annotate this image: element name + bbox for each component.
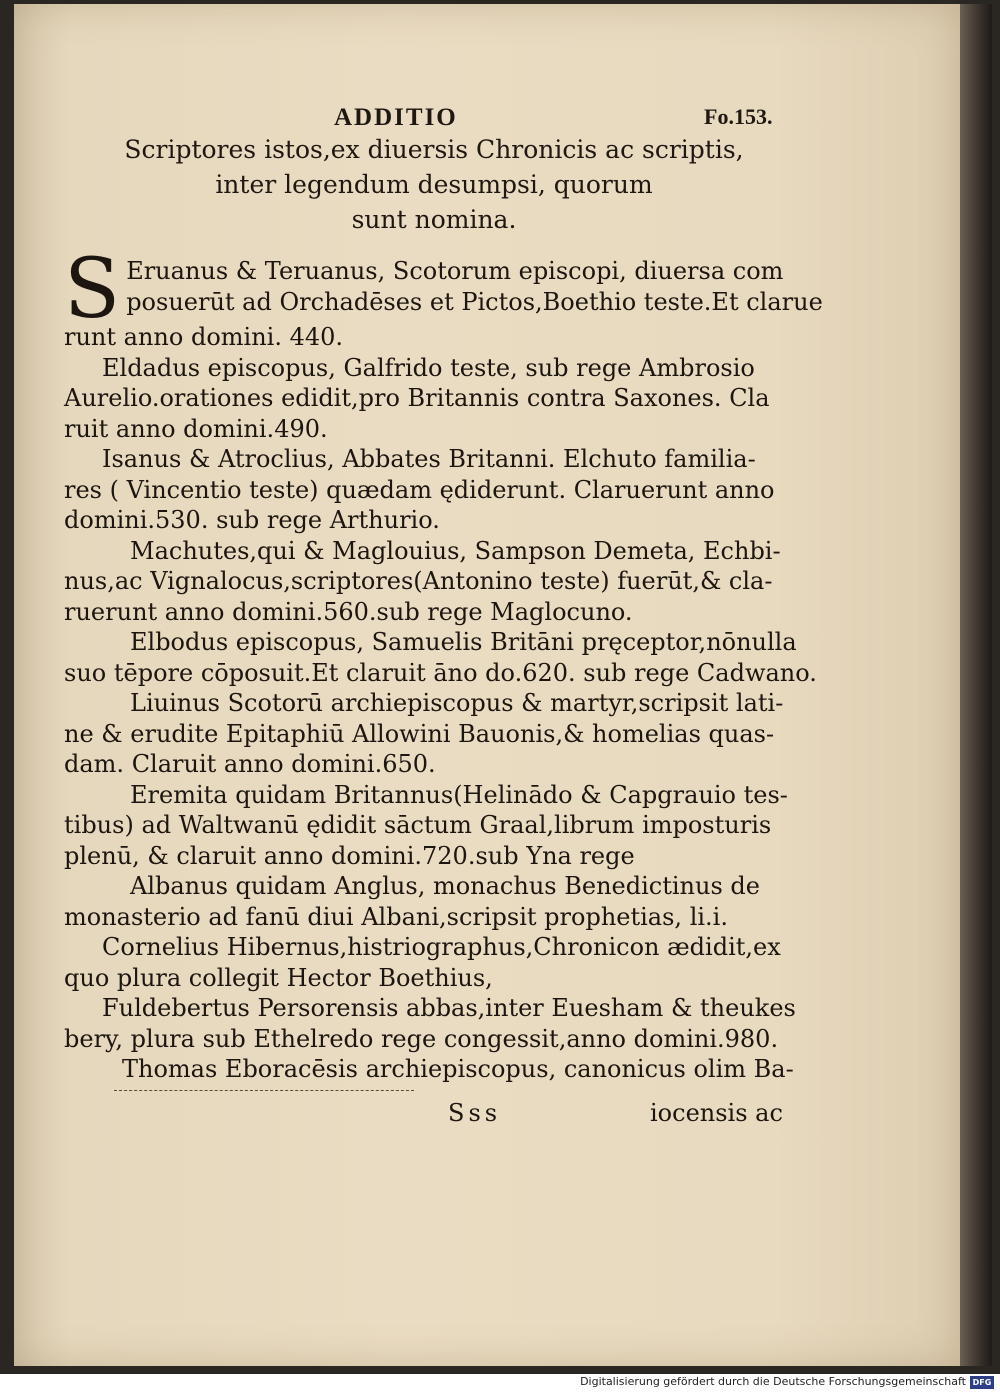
- text-line: tibus) ad Waltwanū ędidit sāctum Graal,librum imposturis: [64, 811, 772, 839]
- text-line: Eldadus episcopus, Galfrido teste, sub rege Ambrosio: [102, 353, 755, 382]
- text-line: Isanus & Atroclius, Abbates Britanni. Elchuto familia-: [102, 445, 756, 473]
- funding-credit: Digitalisierung gefördert durch die Deutsche Forschungsgemeinschaft: [580, 1375, 966, 1388]
- text-line: quo plura collegit Hector Boethius,: [64, 963, 493, 992]
- text-line: suo tēpore cōposuit.Et claruit āno do.620. sub rege Cadwano.: [64, 658, 817, 687]
- signature-mark: Sss: [448, 1099, 502, 1127]
- text-line: Eruanus & Teruanus, Scotorum episcopi, diuersa com: [126, 257, 784, 285]
- title-line: Scriptores istos,ex diuersis Chronicis ac scriptis,: [124, 135, 744, 164]
- text-line: dam. Claruit anno domini.650.: [64, 750, 436, 778]
- dfg-logo-icon: DFG: [970, 1376, 994, 1389]
- title-line: inter legendum desumpsi, quorum: [215, 170, 653, 199]
- text-line: Cornelius Hibernus,histriographus,Chronicon ædidit,ex: [102, 933, 781, 961]
- footer-bar: [0, 1374, 1000, 1392]
- running-head: ADDITIO: [334, 104, 458, 131]
- text-line: ne & erudite Epitaphiū Allowini Bauonis,& homelias quas-: [64, 719, 775, 748]
- drop-capital: S: [64, 242, 121, 337]
- folio-number: Fo.153.: [704, 104, 773, 129]
- text-line: Machutes,qui & Maglouius, Sampson Demeta, Echbi-: [130, 536, 781, 565]
- body-text: [64, 242, 823, 1085]
- text-line: ruit anno domini.490.: [64, 414, 328, 443]
- text-line: Aurelio.orationes edidit,pro Britannis contra Saxones. Cla: [64, 384, 770, 412]
- text-line: Fuldebertus Persorensis abbas,inter Euesham & theukes: [102, 994, 796, 1022]
- text-line: Elbodus episcopus, Samuelis Britāni pręceptor,nōnulla: [130, 628, 797, 656]
- catchword: iocensis ac: [650, 1099, 783, 1127]
- book-edge: [960, 4, 992, 1366]
- text-line: domini.530. sub rege Arthurio.: [64, 506, 440, 534]
- title-line: sunt nomina.: [351, 205, 517, 234]
- underline-rule: [114, 1090, 414, 1092]
- text-line: plenū, & claruit anno domini.720.sub Yna rege: [64, 841, 635, 870]
- text-line: res ( Vincentio teste) quædam ędiderunt. Claruerunt anno: [64, 475, 775, 504]
- text-line: posuerūt ad Orchadēses et Pictos,Boethio teste.Et clarue: [126, 287, 823, 316]
- text-line: Eremita quidam Britannus(Helinādo & Capgrauio tes-: [130, 780, 788, 809]
- catchline: [14, 1099, 960, 1139]
- text-line: monasterio ad fanū diui Albani,scripsit prophetias, li.i.: [64, 902, 728, 931]
- text-line: Liuinus Scotorū archiepiscopus & martyr,scripsit lati-: [130, 689, 784, 717]
- text-line: runt anno domini. 440.: [64, 323, 344, 351]
- text-line: bery, plura sub Ethelredo rege congessit,anno domini.980.: [64, 1024, 779, 1053]
- document-page: [14, 4, 960, 1366]
- text-line: nus,ac Vignalocus,scriptores(Antonino teste) fuerūt,& cla-: [64, 567, 773, 595]
- text-line: Albanus quidam Anglus, monachus Benedictinus de: [130, 872, 760, 900]
- text-line: Thomas Eboracēsis archiepiscopus, canonicus olim Ba-: [122, 1055, 794, 1083]
- section-title: [114, 132, 754, 237]
- text-line: ruerunt anno domini.560.sub rege Maglocuno.: [64, 597, 633, 626]
